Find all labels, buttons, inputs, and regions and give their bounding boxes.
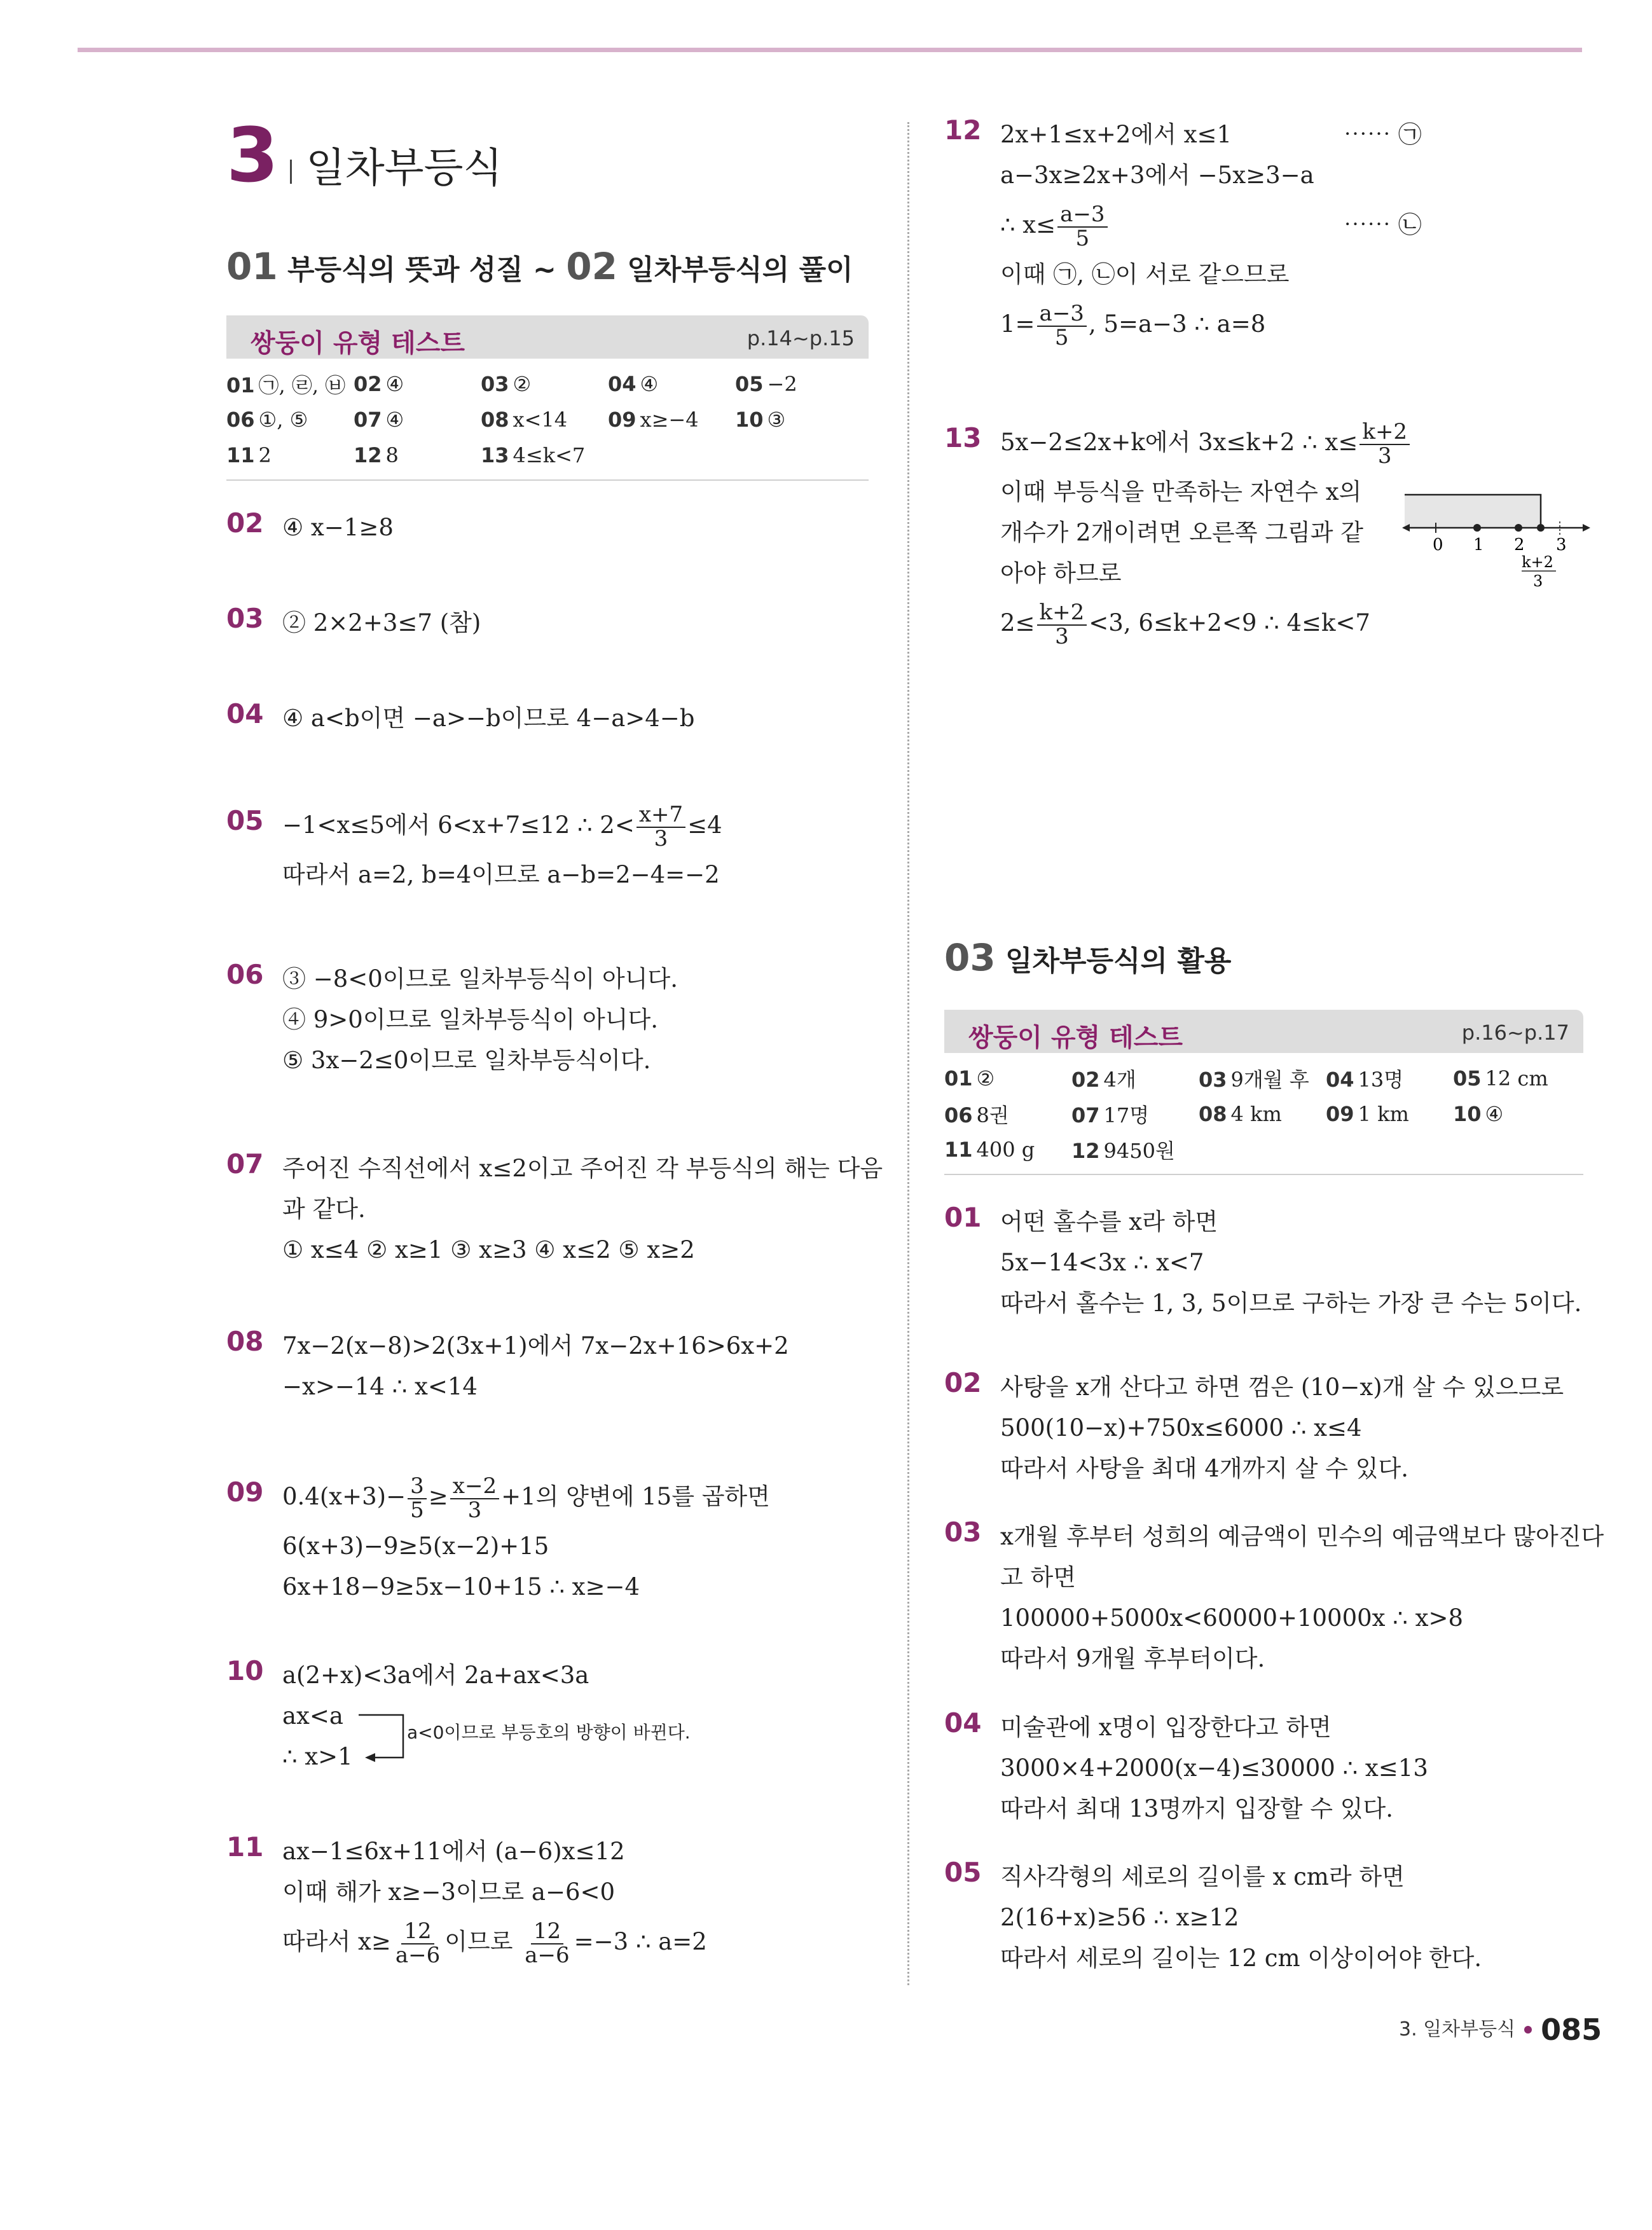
problem-number: 04	[944, 1707, 982, 1738]
twin-test-bar	[226, 315, 869, 359]
chapter-number: 3	[226, 111, 279, 199]
answer-value: 13명	[1358, 1068, 1404, 1092]
answer-value: 12 cm	[1485, 1066, 1548, 1091]
solution-line: 이때 부등식을 만족하는 자연수 x의	[1000, 478, 1362, 506]
answer-value: −2	[767, 372, 797, 396]
answer-number: 04	[1326, 1068, 1354, 1092]
page-range: p.14~p.15	[747, 326, 855, 350]
solution-line: ax<a	[282, 1702, 343, 1730]
chapter-separator	[290, 160, 292, 184]
answer-value: 17명	[1103, 1103, 1150, 1127]
answer-row	[226, 402, 869, 437]
answer-value: ③	[767, 408, 786, 432]
fraction: $\frac{k+2}{3}$	[1037, 602, 1087, 648]
answer-value: 9450원	[1103, 1139, 1175, 1163]
answer-number: 10	[735, 408, 764, 432]
solution-line: 주어진 수직선에서 x≤2이고 주어진 각 부등식의 해는 다음	[282, 1155, 883, 1182]
problem-number: 06	[226, 959, 264, 990]
solution-line: 개수가 2개이려면 오른쪽 그림과 같	[1000, 519, 1363, 546]
answer-number: 03	[1199, 1068, 1227, 1092]
solution-line: 어떤 홀수를 x라 하면	[1000, 1208, 1218, 1235]
problem-number: 02	[226, 507, 264, 539]
solution-line: 이때 해가 x≥−3이므로 a−6<0	[282, 1878, 616, 1906]
answer-value: 4개	[1103, 1068, 1136, 1092]
solution-line: 0.4(x+3)− $\frac{3}{5}$ ≥ $\frac{x-2}{3}$ +1의 양변에 15를 곱하면	[282, 1473, 770, 1523]
number-line-diagram	[1401, 490, 1592, 591]
solution-line: 미술관에 x명이 입장한다고 하면	[1000, 1714, 1332, 1741]
annotation-note: a<0이므로 부등호의 방향이 바뀐다.	[407, 1722, 691, 1743]
solution-line: 직사각형의 세로의 길이를 x cm라 하면	[1000, 1863, 1405, 1890]
answer-number: 05	[1453, 1066, 1482, 1091]
answer-value: 2	[258, 443, 272, 467]
answer-cell	[944, 1138, 1071, 1162]
answer-value: 4≤k<7	[513, 443, 586, 467]
solution-line: 100000+5000x<60000+10000x ∴ x>8	[1000, 1604, 1464, 1632]
answer-cell	[226, 443, 354, 467]
tick-label: 1	[1473, 535, 1484, 554]
answer-number: 12	[354, 443, 382, 467]
answer-value: ④	[640, 372, 659, 396]
twin-test-bar	[944, 1010, 1583, 1053]
problem-number: 04	[226, 698, 264, 729]
problem-number: 07	[226, 1148, 264, 1180]
answer-cell	[1326, 1064, 1453, 1093]
answer-cell	[608, 372, 735, 396]
answer-cell	[481, 443, 608, 467]
solution-line: ② 2×2+3≤7 (참)	[282, 609, 481, 637]
boundary-label-denominator: 3	[1533, 572, 1543, 590]
solution-line: a(2+x)<3a에서 2a+ax<3a	[282, 1662, 589, 1689]
problem-number: 08	[226, 1326, 264, 1357]
answer-value: ㉠, ㉣, ㉥	[258, 373, 346, 397]
answer-value: 1 km	[1358, 1102, 1409, 1126]
solution-line: 과 같다.	[282, 1195, 366, 1223]
answer-number: 04	[608, 372, 637, 396]
answer-cell	[1071, 1099, 1199, 1129]
chapter-title: 일차부등식	[306, 145, 503, 192]
answer-number: 06	[944, 1103, 973, 1127]
answer-row	[226, 437, 869, 473]
solution-line: 따라서 세로의 길이는 12 cm 이상이어야 한다.	[1000, 1944, 1482, 1972]
problem-number: 02	[944, 1367, 982, 1398]
answer-cell	[944, 1099, 1071, 1129]
problem-number: 11	[226, 1831, 264, 1862]
solution-line: x개월 후부터 성희의 예금액이 민수의 예금액보다 많아진다	[1000, 1523, 1604, 1550]
answer-cell	[1453, 1102, 1580, 1126]
solution-line: a−3x≥2x+3에서 −5x≥3−a	[1000, 162, 1314, 189]
tick-label: 2	[1514, 535, 1525, 554]
answer-cell	[944, 1066, 1071, 1091]
answer-value: x<14	[513, 408, 568, 432]
answer-number: 07	[354, 408, 382, 432]
answer-cell	[735, 408, 862, 432]
problem-number: 05	[226, 805, 264, 836]
boundary-label-numerator: k+2	[1522, 553, 1553, 571]
solution-line: 고 하면	[1000, 1564, 1076, 1591]
solution-line: 따라서 x≥ $\frac{12}{a-6}$ 이므로 $\frac{12}{a-6}$ =−3 ∴ a=2	[282, 1918, 707, 1968]
answer-value: ④	[385, 408, 404, 432]
page-range: p.16~p.17	[1461, 1021, 1569, 1045]
fraction: $\frac{x+7}{3}$	[637, 804, 685, 850]
tick-label: 0	[1433, 535, 1443, 554]
answer-number: 11	[944, 1138, 973, 1162]
answer-cell	[226, 408, 354, 432]
answer-cell	[1453, 1066, 1580, 1091]
solution-line: 2(16+x)≥56 ∴ x≥12	[1000, 1904, 1239, 1931]
answer-cell	[1199, 1064, 1326, 1093]
answer-cell	[481, 408, 608, 432]
solution-line: 2≤ $\frac{k+2}{3}$ <3, 6≤k+2<9 ∴ 4≤k<7	[1000, 599, 1370, 649]
solution-line: 따라서 홀수는 1, 3, 5이므로 구하는 가장 큰 수는 5이다.	[1000, 1290, 1582, 1317]
solution-line: 3000×4+2000(x−4)≤30000 ∴ x≤13	[1000, 1754, 1428, 1782]
solution-line: 따라서 9개월 후부터이다.	[1000, 1645, 1265, 1672]
solution-line: 사탕을 x개 산다고 하면 껌은 (10−x)개 살 수 있으므로	[1000, 1373, 1564, 1401]
page-footer	[1399, 2013, 1602, 2047]
solution-line: 2x+1≤x+2에서 x≤1 ⋯⋯ ㉠	[1000, 121, 1422, 148]
solution-line: 5x−2≤2x+k에서 3x≤k+2 ∴ x≤ $\frac{k+2}{3}$	[1000, 413, 1592, 472]
fraction: $\frac{12}{a-6}$	[525, 1918, 570, 1968]
solution-line: 1= $\frac{a-3}{5}$ , 5=a−3 ∴ a=8	[1000, 300, 1266, 350]
answer-cell	[226, 369, 354, 399]
fraction: $\frac{x-2}{3}$	[450, 1475, 499, 1522]
answer-cell	[354, 408, 481, 432]
fraction: $\frac{12}{a-6}$	[395, 1918, 441, 1968]
solution-line: 아야 하므로	[1000, 560, 1122, 587]
answer-cell	[1326, 1102, 1453, 1126]
solution-line: 따라서 사탕을 최대 4개까지 살 수 있다.	[1000, 1455, 1408, 1482]
footer-dot	[1524, 2026, 1532, 2034]
answer-number: 09	[608, 408, 637, 432]
section-title-03: 03 일차부등식의 활용	[944, 936, 1232, 979]
solution-line: 7x−2(x−8)>2(3x+1)에서 7x−2x+16>6x+2	[282, 1332, 789, 1359]
problem-number: 01	[944, 1202, 982, 1233]
answer-table	[944, 1061, 1583, 1175]
solution-line: 따라서 최대 13명까지 입장할 수 있다.	[1000, 1795, 1394, 1822]
problem-number: 05	[944, 1857, 982, 1888]
solution-line: ③ −8<0이므로 일차부등식이 아니다.	[282, 965, 678, 993]
solution-line: ① x≤4 ② x≥1 ③ x≥3 ④ x≤2 ⑤ x≥2	[282, 1236, 695, 1263]
problem-number: 13	[944, 422, 982, 453]
chapter-heading	[226, 111, 503, 199]
solution-line: −x>−14 ∴ x<14	[282, 1373, 478, 1400]
answer-value: 4 km	[1230, 1102, 1282, 1126]
tick-label: 3	[1556, 535, 1567, 554]
answer-row	[226, 366, 869, 402]
answer-cell	[608, 408, 735, 432]
solution-line: 따라서 a=2, b=4이므로 a−b=2−4=−2	[282, 861, 720, 888]
answer-row	[944, 1061, 1583, 1096]
answer-number: 09	[1326, 1102, 1354, 1126]
problem-number: 09	[226, 1476, 264, 1508]
page-number: 085	[1541, 2013, 1602, 2047]
answer-value: ②	[976, 1066, 995, 1091]
answer-cell	[1199, 1102, 1326, 1126]
fraction: $\frac{k+2}{3}$	[1359, 421, 1410, 467]
answer-number: 02	[1071, 1068, 1100, 1092]
solution-line: ④ x−1≥8	[282, 514, 394, 541]
answer-number: 13	[481, 443, 509, 467]
problem-number: 10	[226, 1655, 264, 1686]
answer-cell	[354, 372, 481, 396]
solution-line: ax−1≤6x+11에서 (a−6)x≤12	[282, 1838, 625, 1865]
solution-line: ∴ x≤ $\frac{a-3}{5}$ ⋯⋯ ㉡	[1000, 201, 1422, 251]
answer-value: ②	[513, 372, 532, 396]
answer-number: 01	[944, 1066, 973, 1091]
answer-cell	[1071, 1064, 1199, 1093]
column-divider	[907, 122, 909, 1985]
answer-number: 06	[226, 408, 255, 432]
problem-number: 03	[944, 1517, 982, 1548]
answer-number: 11	[226, 443, 255, 467]
footer-chapter: 3. 일차부등식	[1399, 2018, 1516, 2041]
answer-number: 12	[1071, 1139, 1100, 1163]
twin-test-label: 쌍둥이 유형 테스트	[251, 329, 465, 358]
solution-line: −1<x≤5에서 6<x+7≤12 ∴ 2< $\frac{x+7}{3}$ ≤4	[282, 801, 722, 851]
problem-number: 12	[944, 114, 982, 146]
answer-number: 03	[481, 372, 509, 396]
fraction: $\frac{a-3}{5}$	[1057, 203, 1107, 250]
solution-line: 500(10−x)+750x≤6000 ∴ x≤4	[1000, 1414, 1362, 1442]
solution-line: 5x−14<3x ∴ x<7	[1000, 1249, 1204, 1276]
solution-line: ∴ x>1	[282, 1743, 353, 1770]
fraction: $\frac{3}{5}$	[408, 1475, 427, 1522]
fraction: $\frac{a-3}{5}$	[1037, 303, 1087, 349]
answer-value: 8	[385, 443, 399, 467]
answer-number: 08	[481, 408, 509, 432]
twin-test-label: 쌍둥이 유형 테스트	[968, 1023, 1183, 1052]
answer-value: ④	[385, 372, 404, 396]
answer-table	[226, 366, 869, 481]
answer-value: ①, ⑤	[258, 408, 308, 432]
answer-value: 400 g	[976, 1138, 1035, 1162]
solution-line: ④ 9>0이므로 일차부등식이 아니다.	[282, 1006, 659, 1033]
answer-number: 05	[735, 372, 764, 396]
answer-value: 8권	[976, 1103, 1009, 1127]
section-title-01-02: 01 부등식의 뜻과 성질 ~ 02 일차부등식의 풀이	[226, 245, 853, 288]
answer-cell	[735, 372, 862, 396]
solution-line: 이때 ㉠, ㉡이 서로 같으므로	[1000, 261, 1290, 288]
answer-number: 01	[226, 373, 255, 397]
answer-cell	[481, 372, 608, 396]
answer-row	[944, 1132, 1583, 1167]
answer-cell	[354, 443, 481, 467]
answer-cell	[1071, 1135, 1199, 1164]
solution-line: 6(x+3)−9≥5(x−2)+15	[282, 1532, 549, 1560]
answer-number: 08	[1199, 1102, 1227, 1126]
answer-number: 07	[1071, 1103, 1100, 1127]
solution-line: ⑤ 3x−2≤0이므로 일차부등식이다.	[282, 1047, 651, 1074]
answer-number: 10	[1453, 1102, 1482, 1126]
problem-number: 03	[226, 603, 264, 634]
answer-number: 02	[354, 372, 382, 396]
solution-line: ④ a<b이면 −a>−b이므로 4−a>4−b	[282, 705, 695, 732]
answer-row	[944, 1096, 1583, 1132]
top-rule	[78, 48, 1582, 52]
solution-line: 6x+18−9≥5x−10+15 ∴ x≥−4	[282, 1573, 640, 1600]
answer-value: ④	[1485, 1102, 1504, 1126]
answer-value: 9개월 후	[1230, 1068, 1309, 1092]
answer-value: x≥−4	[640, 408, 699, 432]
